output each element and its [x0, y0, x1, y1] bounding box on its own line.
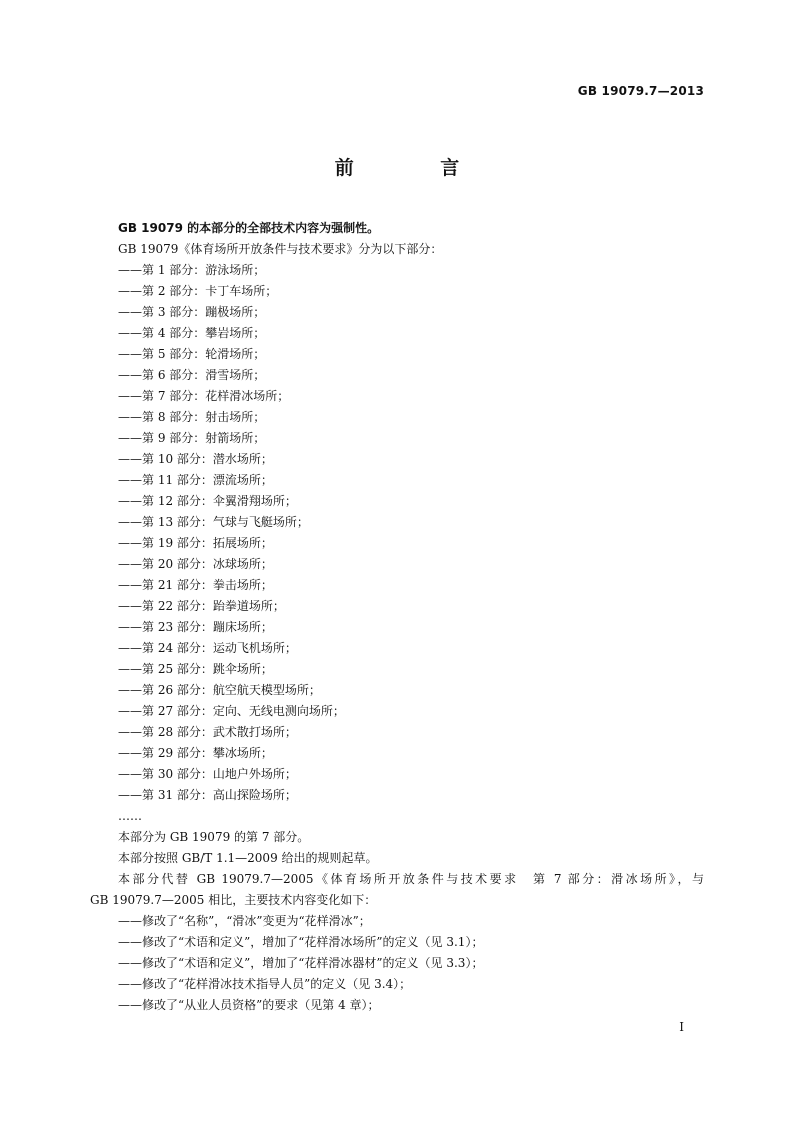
list-item: ——第 9 部分：射箭场所； — [118, 431, 266, 445]
list-item: ——修改了“名称”，“滑冰”变更为“花样滑冰”； — [118, 914, 371, 928]
list-item: ——第 8 部分：射击场所； — [118, 410, 266, 424]
list-item: ——修改了“从业人员资格”的要求（见第 4 章）； — [118, 998, 380, 1012]
list-item: ——第 29 部分：攀冰场所； — [118, 746, 273, 760]
standard-number: GB 19079.7—2013 — [577, 84, 704, 98]
intro-line: GB 19079《体育场所开放条件与技术要求》分为以下部分： — [118, 242, 443, 256]
list-item: ——第 1 部分：游泳场所； — [118, 263, 266, 277]
list-item: ——修改了“术语和定义”，增加了“花样滑冰器材”的定义（见 3.3）； — [118, 956, 484, 970]
drafting-rules-statement: 本部分按照 GB/T 1.1—2009 给出的规则起草。 — [118, 851, 378, 865]
list-item: ——修改了“花样滑冰技术指导人员”的定义（见 3.4）； — [118, 977, 412, 991]
list-item: ——第 13 部分：气球与飞艇场所； — [118, 515, 309, 529]
list-item: ——第 30 部分：山地户外场所； — [118, 767, 297, 781]
list-item: ——第 25 部分：跳伞场所； — [118, 662, 273, 676]
list-item: ——第 20 部分：冰球场所； — [118, 557, 273, 571]
document-body — [90, 218, 704, 1016]
list-item: ——第 3 部分：蹦极场所； — [118, 305, 266, 319]
list-item: ——第 5 部分：轮滑场所； — [118, 347, 266, 361]
list-item: ——第 11 部分：漂流场所； — [118, 473, 273, 487]
list-item: ——第 24 部分：运动飞机场所； — [118, 641, 297, 655]
list-item: ——第 6 部分：滑雪场所； — [118, 368, 266, 382]
page-title: 前 言 — [334, 157, 500, 179]
list-item: ——第 19 部分：拓展场所； — [118, 536, 273, 550]
this-part-statement: 本部分为 GB 19079 的第 7 部分。 — [118, 830, 310, 844]
list-item: ——第 28 部分：武术散打场所； — [118, 725, 297, 739]
list-item: ——第 31 部分：高山探险场所； — [118, 788, 297, 802]
parts-list — [90, 260, 704, 806]
list-item: ——第 10 部分：潜水场所； — [118, 452, 273, 466]
list-item: ——第 22 部分：跆拳道场所； — [118, 599, 285, 613]
list-item: ——第 27 部分：定向、无线电测向场所； — [118, 704, 345, 718]
list-item: ——第 26 部分：航空航天模型场所； — [118, 683, 321, 697]
list-item: ——第 7 部分：花样滑冰场所； — [118, 389, 290, 403]
changes-list — [90, 911, 704, 1016]
list-item: ——第 21 部分：拳击场所； — [118, 578, 273, 592]
list-item: ——第 2 部分：卡丁车场所； — [118, 284, 278, 298]
list-item: ——第 12 部分：伞翼滑翔场所； — [118, 494, 297, 508]
list-item: ——第 23 部分：蹦床场所； — [118, 620, 273, 634]
ellipsis: …… — [118, 809, 142, 823]
replaces-statement-line1: 本部分代替 GB 19079.7—2005《体育场所开放条件与技术要求 第 7 部分：滑冰场所》，与 — [118, 872, 704, 886]
replaces-statement-line2: GB 19079.7—2005 相比，主要技术内容变化如下： — [90, 893, 377, 907]
list-item: ——修改了“术语和定义”，增加了“花样滑冰场所”的定义（见 3.1）； — [118, 935, 484, 949]
mandatory-statement: GB 19079 的本部分的全部技术内容为强制性。 — [118, 221, 380, 235]
page-number: I — [679, 1020, 684, 1034]
list-item: ——第 4 部分：攀岩场所； — [118, 326, 266, 340]
